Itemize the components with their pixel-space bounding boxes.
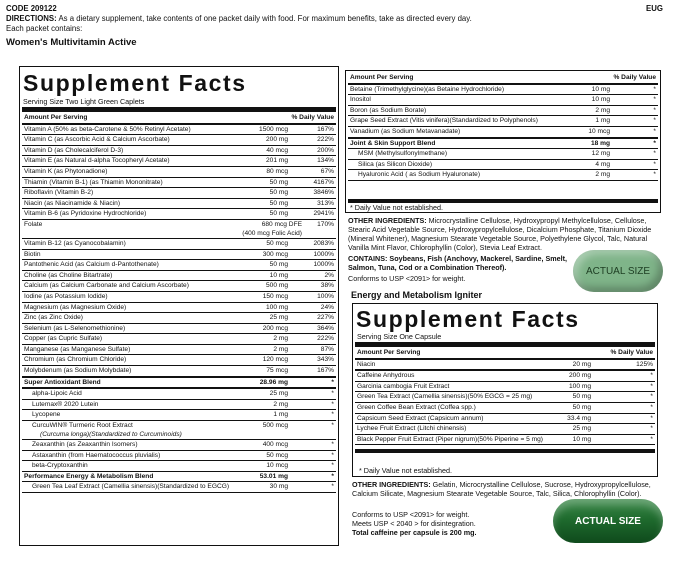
col-dv: % Daily Value	[291, 114, 334, 121]
nutrient-name: Riboflavin (Vitamin B-2)	[24, 189, 94, 197]
nutrient-amount: 50 mg	[269, 210, 288, 218]
table-row	[22, 482, 336, 493]
table-row	[22, 355, 336, 366]
nutrient-dv: *	[653, 150, 656, 158]
nutrient-name: Choline (as Choline Bitartrate)	[24, 271, 113, 279]
table-row	[22, 125, 336, 136]
panel1b-table	[348, 73, 658, 181]
nutrient-amount: 25 mg	[269, 390, 288, 398]
nutrient-name: Black Pepper Fruit Extract (Piper nigrum)(50% Piperine = 5 mg)	[357, 435, 543, 443]
nutrient-name: Garcinia cambogia Fruit Extract	[357, 382, 450, 390]
nutrient-name: Hyaluronic Acid ( as Sodium Hyaluronate)	[358, 171, 481, 179]
table-row: CurcuWIN® Turmeric Root Extract (Curcuma longa)(Standardized to Curcuminoids) 500 mcg *	[22, 421, 336, 440]
nutrient-name: Niacin (as Niacinamide & Niacin)	[24, 199, 121, 207]
table-row	[22, 400, 336, 411]
table-row	[22, 313, 336, 324]
nutrient-dv: *	[650, 393, 653, 401]
usp-disintegration: Meets USP < 2040 > for disintegration.	[352, 519, 476, 528]
nutrient-name: Biotin	[24, 250, 41, 258]
nutrient-name: Chromium (as Chromium Chloride)	[24, 356, 127, 364]
table-row	[348, 95, 658, 106]
nutrient-dv: *	[331, 400, 334, 408]
nutrient-dv: *	[653, 171, 656, 179]
table-row	[22, 167, 336, 178]
table-row	[22, 303, 336, 314]
nutrient-name: beta-Cryptoxanthin	[32, 462, 88, 470]
nutrient-dv: *	[653, 127, 656, 135]
nutrient-amount: 80 mcg	[266, 167, 288, 175]
total-caffeine: Total caffeine per capsule is 200 mg.	[352, 528, 477, 537]
nutrient-amount: 4 mg	[595, 160, 610, 168]
nutrient-dv: 24%	[320, 303, 334, 311]
other-ingredients-1: OTHER INGREDIENTS: Microcrystalline Cellulose, Hydroxypropyl Methylcellulose, Cellulose, Stearic Acid Vegetable Source, Hydroxypropylcellulose, Dicalcium Phosphate, Titanium Dioxide (Mineral Whitener), Magnesium Stearate Vegetable Source, Polyethylene Glycol, Talc, Natural Vanilla Mint Flavor, Chlorophyllin (Color), Stevia Leaf Extract.	[348, 216, 652, 252]
nutrient-amount: 150 mcg	[262, 292, 288, 300]
antioxidant-blend-row: Super Antioxidant Blend 28.96 mg *	[22, 377, 336, 390]
nutrient-dv: *	[650, 403, 653, 411]
nutrient-amount: 1 mg	[273, 411, 288, 419]
table-row	[22, 188, 336, 199]
nutrient-name: Inositol	[350, 96, 371, 104]
table-row	[22, 209, 336, 220]
nutrient-amount: 10 mg	[572, 435, 591, 443]
panel1-thick-rule	[22, 107, 336, 112]
table-row	[22, 440, 336, 451]
nutrient-amount: 10 mcg	[266, 462, 288, 470]
panel1-title: Supplement Facts	[23, 70, 247, 96]
nutrient-amount: 25 mg	[269, 314, 288, 322]
joint-blend-row: Joint & Skin Support Blend 18 mg *	[348, 138, 658, 150]
table-row	[355, 403, 655, 414]
nutrient-dv: *	[331, 451, 334, 459]
nutrient-dv: 222%	[317, 136, 334, 144]
directions	[6, 14, 646, 24]
nutrient-name: Grape Seed Extract (Vitis vinifera)(Standardized to Polyphenols)	[350, 117, 538, 125]
nutrient-dv: 87%	[320, 345, 334, 353]
nutrient-dv: *	[650, 382, 653, 390]
panel2-footnote: * Daily Value not established.	[359, 466, 452, 475]
nutrient-name: Betaine (Trimethylglycine)(as Betaine Hydrochloride)	[350, 85, 505, 93]
nutrient-amount: 25 mg	[572, 425, 591, 433]
table-row	[22, 250, 336, 261]
nutrient-amount: 33.4 mg	[567, 414, 591, 422]
nutrient-name: Lychee Fruit Extract (Litchi chinensis)	[357, 425, 467, 433]
supplement-facts-panel-1	[19, 66, 339, 546]
panel2-serving: Serving Size One Capsule	[357, 332, 442, 341]
table-row	[22, 271, 336, 282]
table-row: Niacin 20 mg 125%	[355, 360, 655, 372]
table-row	[22, 135, 336, 146]
nutrient-amount: 200 mg	[266, 136, 288, 144]
table-row	[22, 410, 336, 421]
nutrient-dv: *	[653, 96, 656, 104]
packet-text: Each packet contains:	[6, 24, 83, 33]
table-row	[22, 292, 336, 303]
usp-weight-1: Conforms to USP <2091> for weight.	[348, 274, 466, 283]
nutrient-amount: 10 mcg	[588, 127, 610, 135]
usp-weight-2: Conforms to USP <2091> for weight.	[352, 510, 470, 519]
product2-name: Energy and Metabolism Igniter	[351, 290, 483, 300]
table-row	[22, 260, 336, 271]
nutrient-amount: 200 mcg	[262, 324, 288, 332]
nutrient-dv: 134%	[317, 157, 334, 165]
nutrient-name: Calcium (as Calcium Carbonate and Calcium Ascorbate)	[24, 282, 189, 290]
nutrient-dv: 4167%	[313, 178, 334, 186]
nutrient-dv: *	[650, 414, 653, 422]
supplement-facts-panel-1-continued	[345, 70, 661, 213]
product-code: CODE 209122	[6, 4, 57, 13]
nutrient-dv: 2083%	[313, 239, 334, 247]
nutrient-amount: 1 mg	[595, 117, 610, 125]
nutrient-name: Vitamin B-6 (as Pyridoxine Hydrochloride)	[24, 210, 147, 218]
nutrient-amount: 12 mg	[591, 150, 610, 158]
nutrient-dv: *	[650, 372, 653, 380]
nutrient-dv: *	[653, 160, 656, 168]
table-row	[22, 281, 336, 292]
other-ingredients-2: OTHER INGREDIENTS: Gelatin, Microcrystalline Cellulose, Sucrose, Hydroxypropylcellulose, Calcium Silicate, Magnesium Stearate Vegetable Source, Talc, Silica, Chlorophyllin (Color).	[352, 480, 651, 498]
table-row	[348, 85, 658, 96]
nutrient-dv: *	[331, 462, 334, 470]
nutrient-name: Pantothenic Acid (as Calcium d-Pantothenate)	[24, 261, 159, 269]
nutrient-amount: 50 mg	[269, 199, 288, 207]
table-row	[22, 146, 336, 157]
eug-code: EUG	[646, 4, 663, 13]
nutrient-dv: 313%	[317, 199, 334, 207]
panel1-table	[22, 113, 336, 493]
table-row	[348, 160, 658, 171]
nutrient-dv: *	[331, 483, 334, 491]
nutrient-dv: *	[331, 441, 334, 449]
nutrient-name: alpha-Lipoic Acid	[32, 390, 82, 398]
nutrient-name: Caffeine Anhydrous	[357, 372, 415, 380]
table-row	[355, 371, 655, 382]
nutrient-name: Lutemax® 2020 Lutein	[32, 400, 99, 408]
nutrient-amount: 50 mg	[269, 178, 288, 186]
nutrient-name: Vitamin K (as Phytonadione)	[24, 167, 108, 175]
nutrient-amount: 40 mcg	[266, 146, 288, 154]
nutrient-dv: *	[331, 390, 334, 398]
nutrient-amount: 120 mcg	[262, 356, 288, 364]
table-row	[355, 414, 655, 425]
nutrient-name: Green Tea Leaf Extract (Camellia sinensis)(Standardized to EGCG)	[32, 483, 230, 491]
nutrient-dv: *	[653, 85, 656, 93]
nutrient-amount: 300 mcg	[262, 250, 288, 258]
table-row	[355, 435, 655, 446]
panel1b-footnote: * Daily Value not established.	[350, 203, 443, 212]
nutrient-name: Silica (as Silicon Dioxide)	[358, 160, 433, 168]
nutrient-name: Capsicum Seed Extract (Capsicum annum)	[357, 414, 484, 422]
table-row	[22, 366, 336, 377]
capsule-actual-size: ACTUAL SIZE	[553, 499, 663, 543]
nutrient-amount: 2 mg	[273, 335, 288, 343]
nutrient-amount: 10 mg	[269, 271, 288, 279]
nutrient-dv: 222%	[317, 335, 334, 343]
col-amount: Amount Per Serving	[24, 114, 88, 121]
nutrient-dv: 100%	[317, 292, 334, 300]
table-row	[348, 127, 658, 138]
table-row	[22, 324, 336, 335]
nutrient-amount: 50 mcg	[266, 451, 288, 459]
nutrient-dv: 167%	[317, 125, 334, 133]
table-row	[22, 156, 336, 167]
panel2-title: Supplement Facts	[356, 306, 580, 332]
panel1-serving: Serving Size Two Light Green Caplets	[23, 97, 145, 106]
nutrient-dv: *	[653, 106, 656, 114]
nutrient-amount: 30 mg	[269, 483, 288, 491]
nutrient-name: Lycopene	[32, 411, 61, 419]
performance-blend-row: Performance Energy & Metabolism Blend 53.01 mg *	[22, 472, 336, 483]
table-row	[22, 334, 336, 345]
nutrient-name: Thiamin (Vitamin B-1) (as Thiamin Mononitrate)	[24, 178, 163, 186]
nutrient-name: Manganese (as Manganese Sulfate)	[24, 345, 131, 353]
nutrient-dv: 2941%	[313, 210, 334, 218]
nutrient-amount: 2 mg	[273, 400, 288, 408]
table-row	[355, 392, 655, 403]
nutrient-amount: 2 mg	[595, 106, 610, 114]
nutrient-amount: 1500 mcg	[259, 125, 288, 133]
nutrient-name: Selenium (as L-Selenomethionine)	[24, 324, 126, 332]
nutrient-name: Astaxanthin (from Haematococcus pluvialis)	[32, 451, 161, 459]
nutrient-name: Vitamin C (as Ascorbic Acid & Calcium Ascorbate)	[24, 136, 170, 144]
table-row	[22, 451, 336, 462]
nutrient-name: Vitamin D (as Cholecalciferol D-3)	[24, 146, 124, 154]
table-row	[355, 424, 655, 435]
table-row: Folate 680 mcg DFE (400 mcg Folic Acid) 170%	[24, 220, 334, 237]
table-row	[355, 382, 655, 393]
nutrient-dv: *	[650, 435, 653, 443]
nutrient-amount: 50 mg	[572, 393, 591, 401]
table-row	[22, 345, 336, 356]
nutrient-amount: 400 mcg	[262, 441, 288, 449]
table-row	[348, 116, 658, 127]
caplet-actual-size: ACTUAL SIZE	[573, 250, 663, 292]
nutrient-name: MSM (Methylsulfonylmethane)	[358, 150, 448, 158]
nutrient-dv: 1000%	[313, 261, 334, 269]
table-row	[348, 106, 658, 117]
nutrient-dv: 364%	[317, 324, 334, 332]
nutrient-name: Vitamin E (as Natural d-alpha Tocopheryl Acetate)	[24, 157, 170, 165]
nutrient-dv: 200%	[317, 146, 334, 154]
table-row	[348, 149, 658, 160]
product1-name: Women's Multivitamin Active	[6, 37, 137, 48]
nutrient-amount: 50 mcg	[266, 239, 288, 247]
nutrient-dv: 2%	[324, 271, 334, 279]
nutrient-dv: 3846%	[313, 189, 334, 197]
nutrient-name: Zeaxanthin (as Zeaxanthin Isomers)	[32, 441, 138, 449]
panel1-header-row	[22, 113, 336, 125]
nutrient-amount: 75 mcg	[266, 367, 288, 375]
nutrient-amount: 100 mg	[266, 303, 288, 311]
nutrient-dv: *	[653, 117, 656, 125]
table-row	[22, 178, 336, 189]
nutrient-name: Copper (as Cupric Sulfate)	[24, 335, 103, 343]
nutrient-dv: 227%	[317, 314, 334, 322]
nutrient-dv: 1000%	[313, 250, 334, 258]
nutrient-name: Iodine (as Potassium Iodide)	[24, 292, 108, 300]
nutrient-name: Vitamin B-12 (as Cyanocobalamin)	[24, 239, 126, 247]
nutrient-amount: 50 mg	[572, 403, 591, 411]
nutrient-dv: *	[331, 411, 334, 419]
nutrient-name: Green Coffee Bean Extract (Coffea spp.)	[357, 403, 476, 411]
nutrient-dv: 343%	[317, 356, 334, 364]
panel1b-header-row: Amount Per Serving % Daily Value	[348, 73, 658, 85]
nutrient-name: Boron (as Sodium Borate)	[350, 106, 427, 114]
supplement-facts-panel-2	[352, 303, 658, 477]
nutrient-name: Molybdenum (as Sodium Molybdate)	[24, 367, 132, 375]
nutrient-name: Vitamin A (50% as beta-Carotene & 50% Retinyl Acetate)	[24, 125, 191, 133]
panel2-table	[355, 348, 655, 445]
nutrient-amount: 201 mg	[266, 157, 288, 165]
nutrient-dv: *	[650, 425, 653, 433]
nutrient-amount: 500 mg	[266, 282, 288, 290]
nutrient-amount: 2 mg	[273, 345, 288, 353]
nutrient-amount: 50 mg	[269, 189, 288, 197]
directions-text: As a dietary supplement, take contents of one packet daily with food. For maximum benefits, take as directed every day.	[58, 14, 472, 23]
contains-allergens: CONTAINS: Soybeans, Fish (Anchovy, Mackerel, Sardine, Smelt, Salmon, Tuna, Cod or a Combination Thereof).	[348, 254, 568, 272]
nutrient-amount: 200 mg	[569, 372, 591, 380]
nutrient-name: Vanadium (as Sodium Metavanadate)	[350, 127, 461, 135]
panel2-header-row: Amount Per Serving % Daily Value	[355, 348, 655, 360]
nutrient-amount: 2 mg	[595, 171, 610, 179]
table-row	[22, 239, 336, 250]
nutrient-amount: 50 mg	[269, 261, 288, 269]
table-row	[22, 199, 336, 210]
nutrient-name: Zinc (as Zinc Oxide)	[24, 314, 83, 322]
nutrient-dv: 38%	[320, 282, 334, 290]
table-row	[22, 461, 336, 472]
nutrient-amount: 100 mg	[569, 382, 591, 390]
nutrient-dv: 167%	[317, 367, 334, 375]
nutrient-amount: 10 mg	[591, 96, 610, 104]
table-row	[22, 389, 336, 400]
nutrient-name: Green Tea Extract (Camellia sinensis)(50% EGCG = 25 mg)	[357, 393, 533, 401]
nutrient-name: Magnesium (as Magnesium Oxide)	[24, 303, 127, 311]
nutrient-amount: 10 mg	[591, 85, 610, 93]
directions-label: DIRECTIONS:	[6, 14, 57, 23]
nutrient-dv: 67%	[320, 167, 334, 175]
table-row	[348, 170, 658, 181]
